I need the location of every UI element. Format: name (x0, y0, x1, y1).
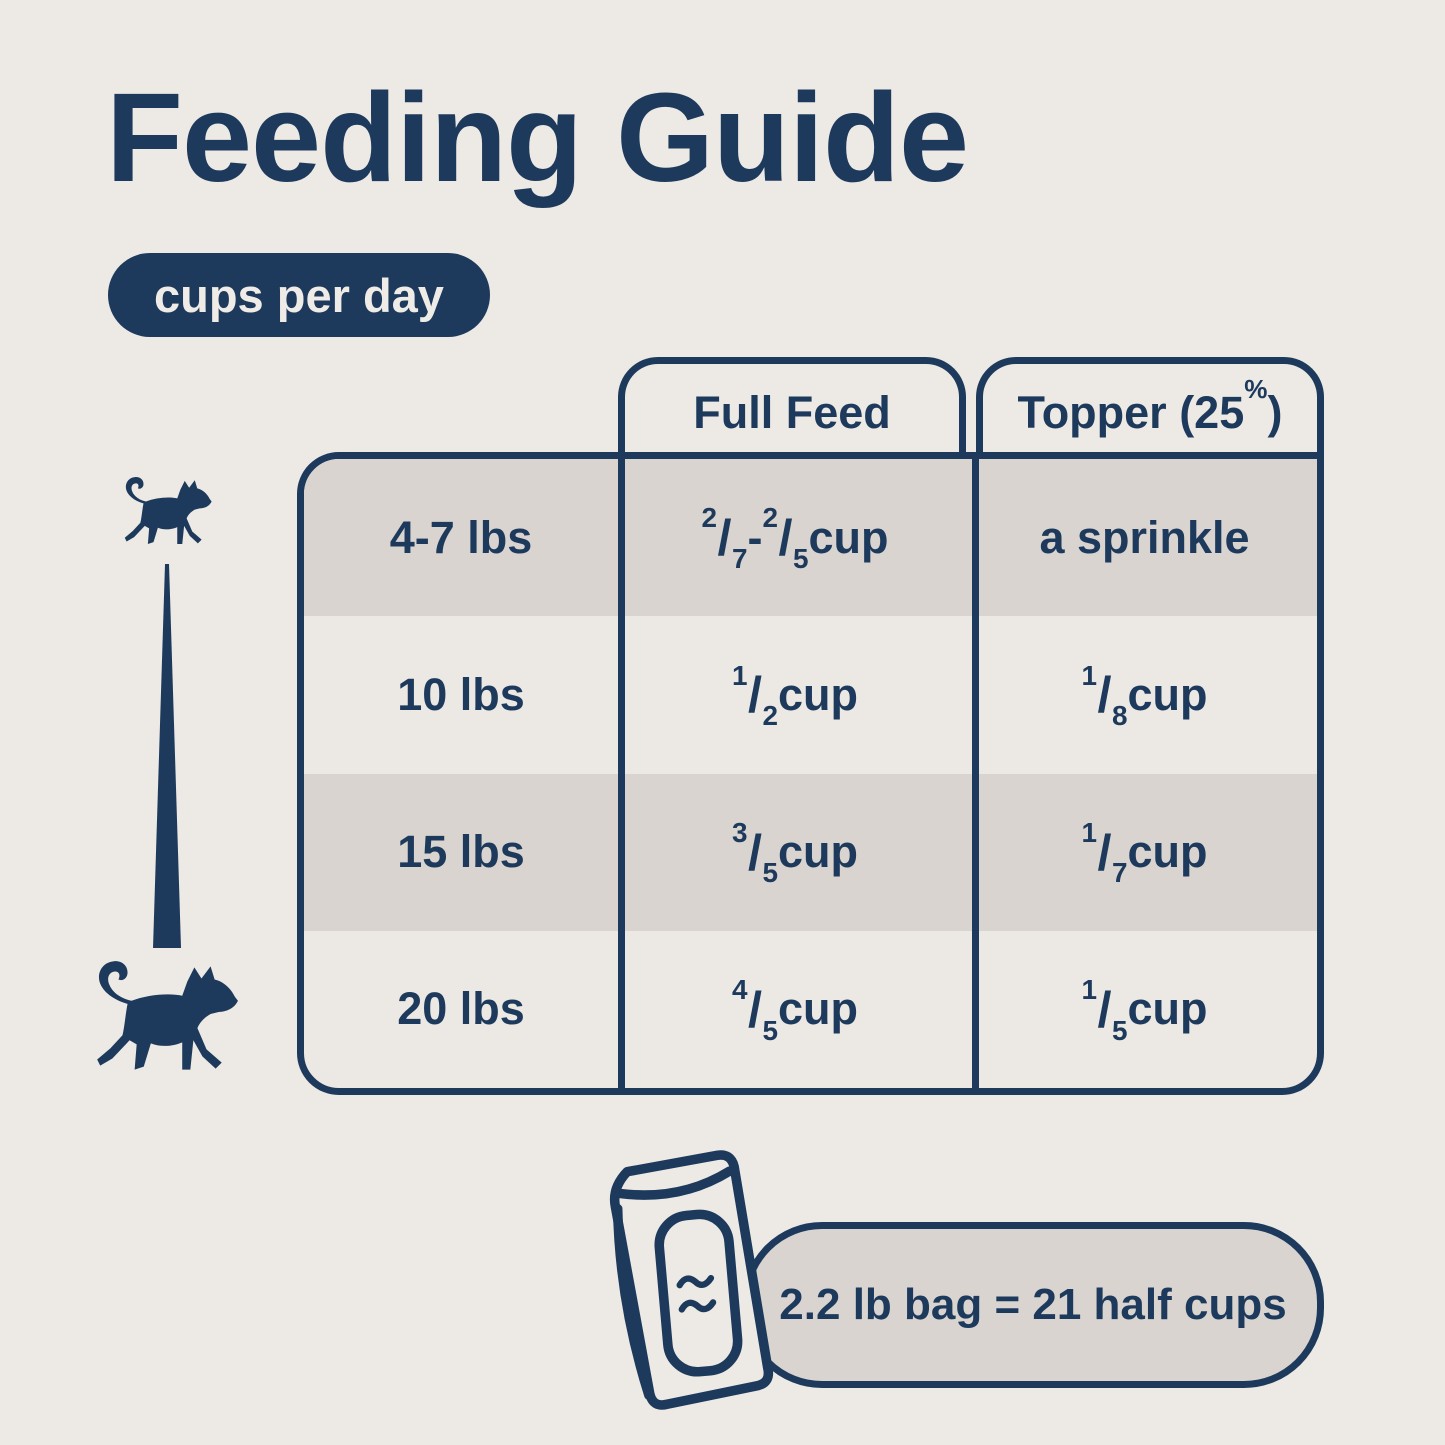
topper-cell: $^1/_8$ cup (1081, 659, 1208, 732)
bag-equivalence-pill (742, 1222, 1324, 1388)
table-row (304, 616, 1317, 773)
full-feed-cell: $^2/_7$ - $^2/_5$ cup (701, 502, 889, 574)
badge-label: cups per day (154, 268, 444, 322)
column-header-full-feed (618, 357, 966, 461)
full-feed-cell: $^3/_5$ cup (731, 816, 859, 889)
page-title: Feeding Guide (106, 67, 969, 208)
table-row (304, 774, 1317, 931)
weight-cell: 15 lbs (397, 826, 525, 878)
bag-note: 2.2 lb bag = 21 half cups (779, 1280, 1287, 1329)
size-scale-taper-icon (149, 562, 185, 948)
large-cat-icon (83, 956, 245, 1078)
column-divider (618, 459, 625, 1088)
topper-cell: a sprinkle (1039, 511, 1250, 563)
weight-cell: 20 lbs (397, 983, 525, 1035)
column-header-label: Full Feed (693, 386, 891, 438)
table-row (304, 459, 1317, 616)
column-header-label: Topper (25%) (1017, 374, 1283, 438)
column-header-topper (976, 357, 1324, 461)
full-feed-cell: $^1/_2$ cup (731, 659, 859, 732)
feeding-table (297, 452, 1324, 1095)
table-row (304, 931, 1317, 1088)
weight-cell: 10 lbs (397, 668, 525, 720)
topper-cell: $^1/_5$ cup (1081, 974, 1208, 1046)
full-feed-cell: $^4/_5$ cup (731, 974, 859, 1046)
small-cat-icon (116, 474, 216, 549)
column-divider (972, 459, 979, 1088)
cups-per-day-badge (108, 253, 490, 337)
weight-cell: 4-7 lbs (389, 511, 533, 563)
food-bag-icon (570, 1136, 784, 1422)
topper-cell: $^1/_7$ cup (1081, 816, 1208, 889)
